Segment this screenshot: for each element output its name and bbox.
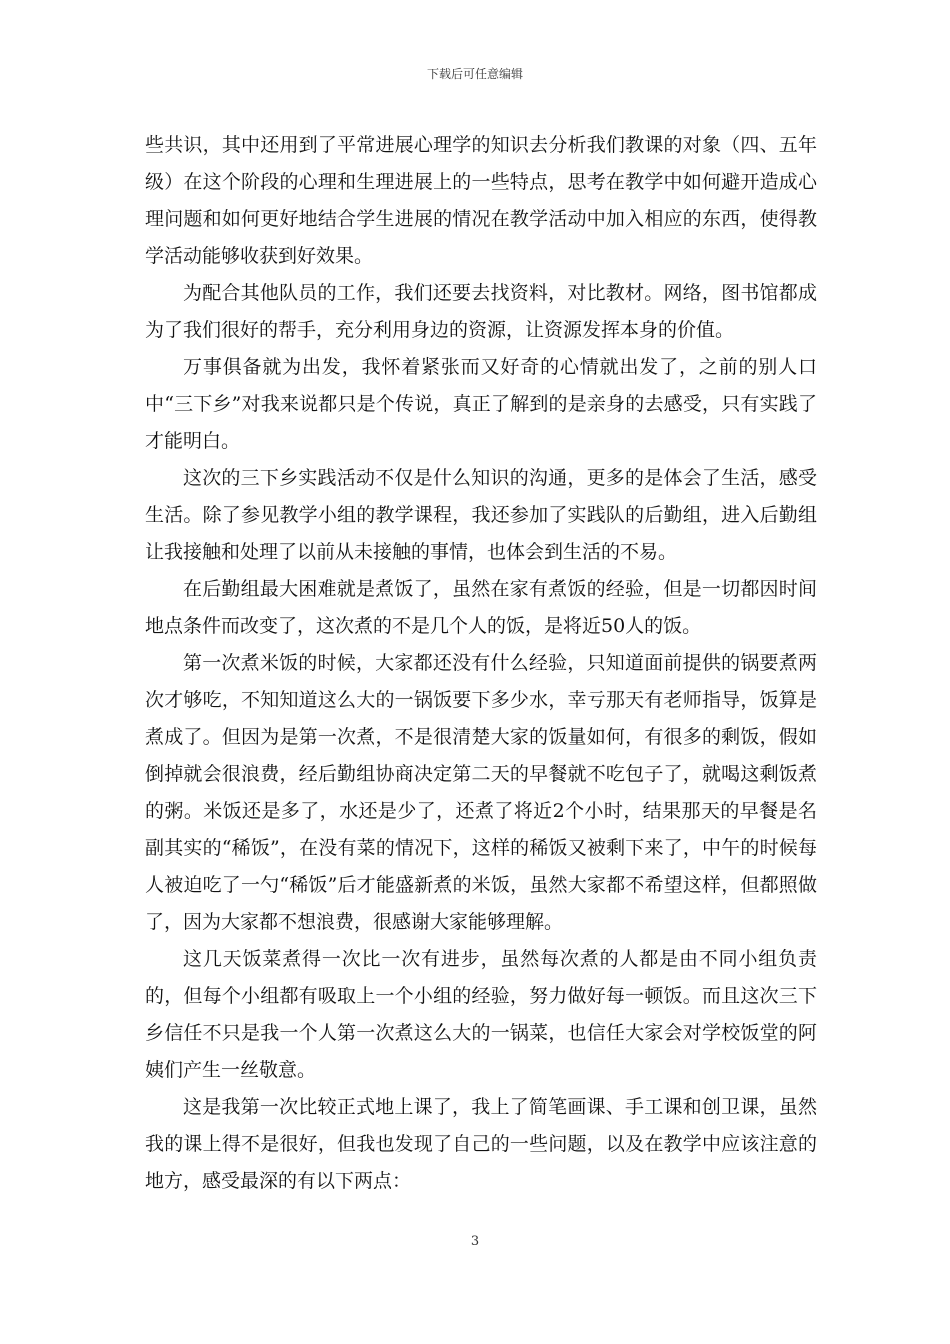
paragraph: 在后勤组最大困难就是煮饭了，虽然在家有煮饭的经验，但是一切都因时间地点条件而改变了，这次煮的不是几个人的饭，是将近50人的饭。 — [145, 578, 817, 637]
page-number: 3 — [470, 1234, 480, 1249]
body-text — [145, 127, 817, 1200]
paragraph: 第一次煮米饭的时候，大家都还没有什么经验，只知道面前提供的锅要煮两次才够吃，不知知道这么大的一锅饭要下多少水，幸亏那天有老师指导，饭算是煮成了。但因为是第一次煮，不是很清楚大家的饭量如何，有很多的剩饭，假如倒掉就会很浪费，经后勤组协商决定第二天的早餐就不吃包子了，就喝这剩饭煮的粥。米饭还是多了，水还是少了，还煮了将近2个小时，结果那天的早餐是名副其实的“稀饭”，在没有菜的情况下，这样的稀饭又被剩下来了，中午的时候每人被迫吃了一勺“稀饭”后才能盛新煮的米饭，虽然大家都不希望这样，但都照做了，因为大家都不想浪费，很感谢大家能够理解。 — [145, 652, 817, 933]
paragraph: 这次的三下乡实践活动不仅是什么知识的沟通，更多的是体会了生活，感受生活。除了参见教学小组的教学课程，我还参加了实践队的后勤组，进入后勤组让我接触和处理了以前从未接触的事情，也体会到生活的不易。 — [145, 467, 817, 563]
paragraph: 为配合其他队员的工作，我们还要去找资料，对比教材。网络，图书馆都成为了我们很好的帮手，充分利用身边的资源，让资源发挥本身的价值。 — [145, 282, 817, 341]
paragraph-continuation: 些共识，其中还用到了平常进展心理学的知识去分析我们教课的对象（四、五年级）在这个阶段的心理和生理进展上的一些特点，思考在教学中如何避开造成心理问题和如何更好地结合学生进展的情况在教学活动中加入相应的东西，使得教学活动能够收获到好效果。 — [145, 134, 817, 267]
paragraph: 万事俱备就为出发，我怀着紧张而又好奇的心情就出发了，之前的别人口中“三下乡”对我来说都只是个传说，真正了解到的是亲身的去感受，只有实践了才能明白。 — [145, 356, 817, 452]
paragraph: 这是我第一次比较正式地上课了，我上了简笔画课、手工课和创卫课，虽然我的课上得不是很好，但我也发现了自己的一些问题，以及在教学中应该注意的地方，感受最深的有以下两点： — [145, 1096, 817, 1192]
paragraph: 这几天饭菜煮得一次比一次有进步，虽然每次煮的人都是由不同小组负责的，但每个小组都有吸取上一个小组的经验，努力做好每一顿饭。而且这次三下乡信任不只是我一个人第一次煮这么大的一锅菜，也信任大家会对学校饭堂的阿姨们产生一丝敬意。 — [145, 948, 817, 1081]
page-header: 下载后可任意编辑 — [426, 67, 523, 81]
